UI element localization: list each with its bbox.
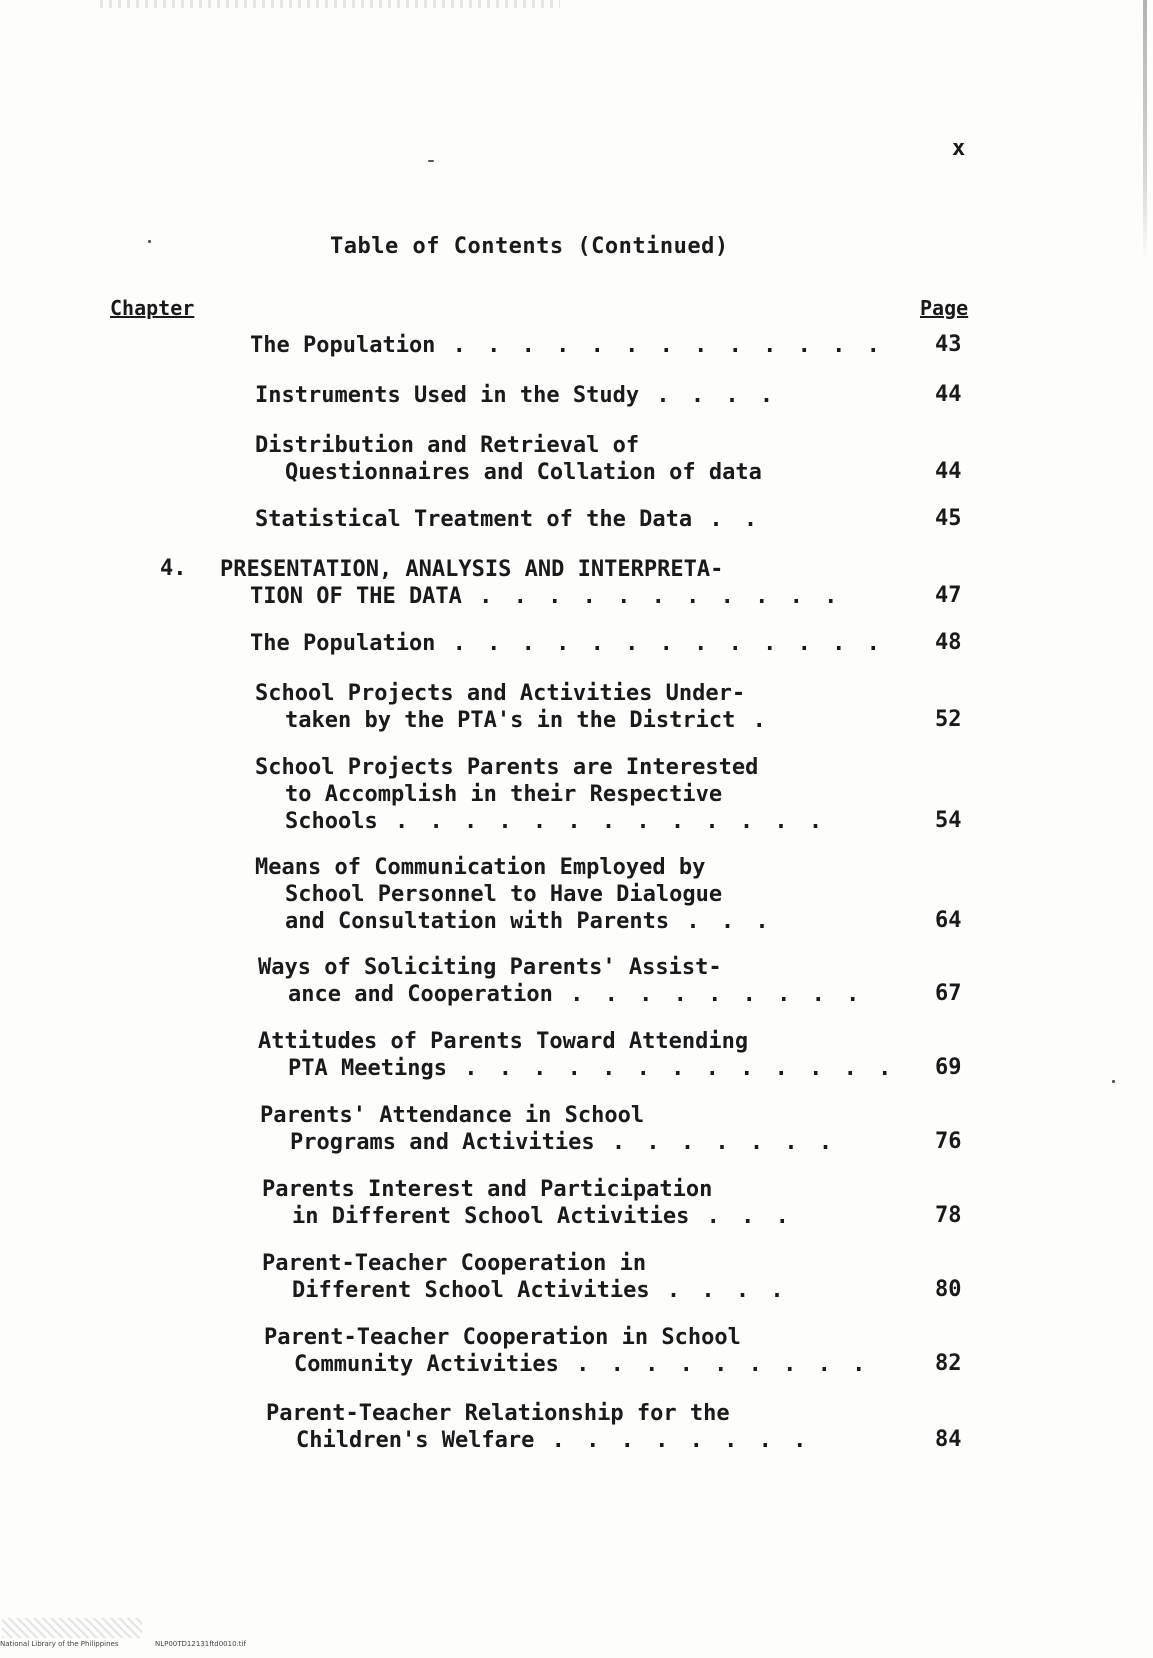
dot-leader: . . . . . . . . . . . . .	[435, 333, 884, 358]
toc-entry	[255, 854, 773, 935]
toc-entry-text: Parents Interest and Participation	[262, 1177, 713, 1202]
toc-entry	[255, 432, 762, 486]
dot-leader: . . . . . . . . . . .	[461, 584, 842, 609]
dot-leader: . . . . . . . . .	[552, 982, 864, 1007]
toc-entry-text: Instruments Used in the Study . . . .	[255, 383, 778, 408]
toc-entry-text: Attitudes of Parents Toward Attending	[258, 1029, 749, 1054]
toc-entry-text: Parents' Attendance in School	[260, 1103, 645, 1128]
page-number: 44	[935, 459, 962, 484]
chapter-number: 4.	[160, 556, 187, 581]
toc-entry	[266, 1400, 810, 1454]
dot-leader: . . .	[689, 1204, 793, 1229]
page-number: 43	[935, 332, 962, 357]
toc-entry-text: School Projects and Activities Under-	[255, 681, 746, 706]
page-numeral: x	[952, 136, 966, 161]
page-number: 54	[935, 808, 962, 833]
dot-leader: . .	[692, 507, 762, 532]
toc-entry	[250, 630, 884, 657]
page-number: 76	[935, 1129, 962, 1154]
library-stamp	[2, 1618, 142, 1638]
dot-leader: . . . . . . . .	[534, 1428, 811, 1453]
toc-entry-text: Questionnaires and Collation of data	[285, 460, 762, 485]
toc-entry-text: TION OF THE DATA . . . . . . . . . . .	[250, 584, 842, 609]
toc-entry-text: Parent-Teacher Cooperation in	[262, 1251, 647, 1276]
dot-leader: .	[735, 708, 770, 733]
toc-title: Table of Contents (Continued)	[330, 234, 729, 259]
page-number: 78	[935, 1203, 962, 1228]
toc-entry	[258, 1028, 895, 1082]
toc-entry	[255, 754, 826, 835]
toc-entry	[255, 680, 770, 734]
scan-speck	[1112, 1080, 1115, 1083]
scan-artifact-top	[100, 0, 560, 8]
scan-footer	[0, 1640, 246, 1648]
toc-entry-text: Different School Activities . . . .	[292, 1278, 788, 1303]
dot-leader: . . .	[669, 909, 773, 934]
toc-entry	[264, 1324, 869, 1378]
toc-entry-text: in Different School Activities . . .	[292, 1204, 793, 1229]
file-name: NLP00TD12131ftd0010.tif	[155, 1640, 246, 1648]
page-number: 64	[935, 908, 962, 933]
toc-entry-text: taken by the PTA's in the District .	[285, 708, 770, 733]
toc-entry-text: School Projects Parents are Interested	[255, 755, 759, 780]
page-number: 67	[935, 981, 962, 1006]
toc-entry	[262, 1176, 793, 1230]
toc-entry-text: Children's Welfare . . . . . . . .	[296, 1428, 811, 1453]
toc-entry	[255, 382, 777, 409]
toc-entry-text: to Accomplish in their Respective	[285, 782, 723, 807]
toc-entry-text: The Population . . . . . . . . . . . . .	[250, 631, 884, 656]
toc-entry	[262, 1250, 788, 1304]
toc-entry	[220, 556, 841, 610]
toc-entry	[258, 954, 863, 1008]
toc-entry-text: Means of Communication Employed by	[255, 855, 706, 880]
toc-entry-text: Programs and Activities . . . . . . .	[290, 1130, 837, 1155]
toc-entry-text: and Consultation with Parents . . .	[285, 909, 773, 934]
page-number: 45	[935, 506, 962, 531]
toc-entry	[250, 332, 884, 359]
chapter-column-header: Chapter	[110, 296, 195, 320]
page-number: 82	[935, 1351, 962, 1376]
page-number: 69	[935, 1055, 962, 1080]
scan-artifact-right-edge	[1143, 0, 1147, 260]
page-column-header: Page	[920, 296, 969, 320]
page-number: 52	[935, 707, 962, 732]
scan-speck	[148, 240, 151, 243]
toc-entry-text: Parent-Teacher Relationship for the	[266, 1401, 730, 1426]
toc-entry	[260, 1102, 836, 1156]
toc-entry-text: ance and Cooperation . . . . . . . . .	[288, 982, 864, 1007]
dot-leader: . . . . . . . . . . . . .	[377, 809, 827, 834]
toc-entry-text: Community Activities . . . . . . . . .	[294, 1352, 870, 1377]
page-number: 44	[935, 382, 962, 407]
dot-leader: . . . . . . . . . . . . .	[446, 1056, 896, 1081]
dot-leader: . . . . . . . . . . . . .	[435, 631, 884, 656]
dot-leader: . . . .	[639, 383, 778, 408]
library-name: National Library of the Philippines	[0, 1640, 119, 1648]
toc-entry-text: PTA Meetings . . . . . . . . . . . . .	[288, 1056, 896, 1081]
toc-entry-text: The Population . . . . . . . . . . . . .	[250, 333, 884, 358]
toc-entry-text: Parent-Teacher Cooperation in School	[264, 1325, 741, 1350]
toc-entry-text: PRESENTATION, ANALYSIS AND INTERPRETA-	[220, 557, 724, 582]
toc-entry-text: Distribution and Retrieval of	[255, 433, 640, 458]
page-number: 84	[935, 1427, 962, 1452]
page-number: 48	[935, 630, 962, 655]
toc-entry-text: Statistical Treatment of the Data . .	[255, 507, 762, 532]
dot-leader: . . . . . . . . .	[558, 1352, 870, 1377]
scan-speck	[428, 160, 434, 162]
dot-leader: . . . . . . .	[594, 1130, 837, 1155]
page-number: 80	[935, 1277, 962, 1302]
toc-entry-text: Ways of Soliciting Parents' Assist-	[258, 955, 722, 980]
dot-leader: . . . .	[649, 1278, 788, 1303]
toc-entry	[255, 506, 761, 533]
page-number: 47	[935, 583, 962, 608]
toc-entry-text: Schools . . . . . . . . . . . . .	[285, 809, 827, 834]
toc-entry-text: School Personnel to Have Dialogue	[285, 882, 723, 907]
